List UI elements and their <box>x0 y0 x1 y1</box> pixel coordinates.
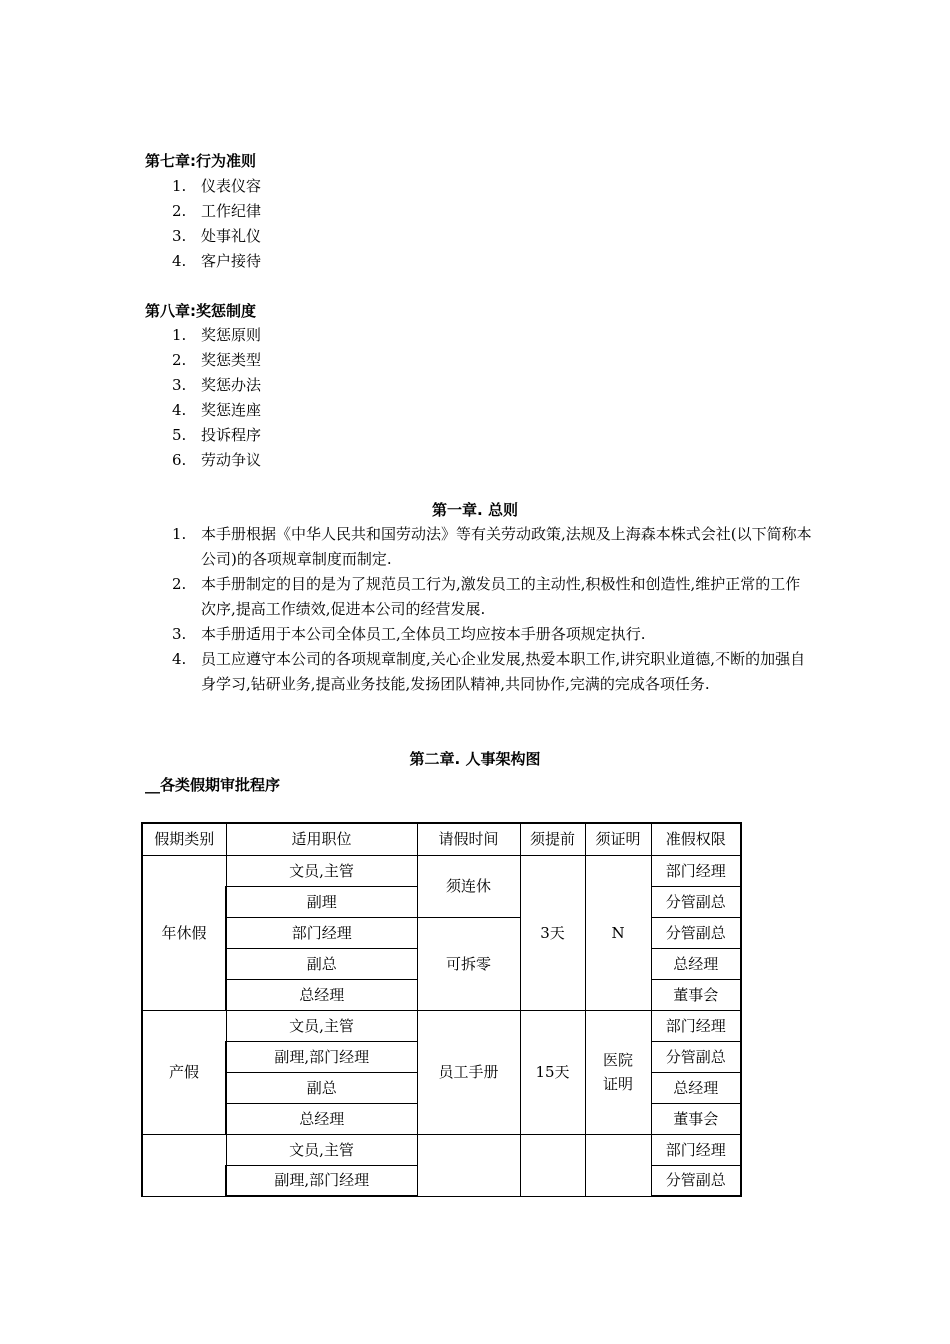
time-cell: 可拆零 <box>417 917 520 1010</box>
table-row <box>142 1010 741 1041</box>
list-item: 1. 仪表仪容 <box>172 177 262 195</box>
header-cell: 须提前 <box>520 823 585 855</box>
category-cell: 产假 <box>142 1010 226 1134</box>
proof-cell: N <box>585 855 651 1010</box>
position-cell: 文员,主管 <box>226 1134 417 1165</box>
chapter1-list <box>172 522 812 697</box>
proof-line: 证明 <box>602 1075 633 1093</box>
position-cell: 文员,主管 <box>226 855 417 886</box>
list-item: 4. 客户接待 <box>172 252 262 270</box>
leave-approval-table <box>141 822 742 1197</box>
header-cell: 准假权限 <box>651 823 741 855</box>
proof-cell <box>585 1010 651 1134</box>
list-item: 3. 处事礼仪 <box>172 227 262 245</box>
advance-cell: 15天 <box>520 1010 585 1134</box>
table-row <box>142 1134 741 1165</box>
category-cell: 年休假 <box>142 855 226 1010</box>
time-cell: 须连休 <box>417 855 520 917</box>
position-cell: 副理 <box>226 886 417 917</box>
position-cell: 部门经理 <box>226 917 417 948</box>
chapter8-title: 第八章:奖惩制度 <box>145 302 256 320</box>
position-cell: 副总 <box>226 948 417 979</box>
position-cell: 总经理 <box>226 979 417 1010</box>
proof-line: 医院 <box>602 1051 633 1069</box>
position-cell: 总经理 <box>226 1103 417 1134</box>
time-cell <box>417 1134 520 1196</box>
table-header-row <box>142 823 741 855</box>
header-cell: 请假时间 <box>417 823 520 855</box>
chapter8-list <box>172 323 261 473</box>
approver-cell: 部门经理 <box>651 1134 741 1165</box>
list-item: 1. 本手册根据《中华人民共和国劳动法》等有关劳动政策,法规及上海森本株式会社(以下简称本公司)的各项规章制度而制定. <box>172 525 812 568</box>
list-item: 4. 员工应遵守本公司的各项规章制度,关心企业发展,热爱本职工作,讲究职业道德,不断的加强自身学习,钻研业务,提高业务技能,发扬团队精神,共同协作,完满的完成各项任务. <box>172 650 806 693</box>
approver-cell: 部门经理 <box>651 1010 741 1041</box>
list-item: 2. 本手册制定的目的是为了规范员工行为,激发员工的主动性,积极性和创造性,维护正常的工作次序,提高工作绩效,促进本公司的经营发展. <box>172 575 801 618</box>
list-item: 2. 奖惩类型 <box>172 351 262 369</box>
advance-cell <box>520 1134 585 1196</box>
list-item: 3. 本手册适用于本公司全体员工,全体员工均应按本手册各项规定执行. <box>172 625 646 643</box>
chapter7-list <box>172 174 261 274</box>
approver-cell: 分管副总 <box>651 917 741 948</box>
chapter2-title: 第二章. 人事架构图 <box>409 750 541 768</box>
list-item: 4. 奖惩连座 <box>172 401 262 419</box>
header-cell: 须证明 <box>585 823 651 855</box>
time-cell: 员工手册 <box>417 1010 520 1134</box>
leave-approval-subtitle: __各类假期审批程序 <box>145 776 281 794</box>
table-row <box>142 855 741 886</box>
list-item: 3. 奖惩办法 <box>172 376 262 394</box>
list-item: 6. 劳动争议 <box>172 451 262 469</box>
list-item: 1. 奖惩原则 <box>172 326 262 344</box>
approver-cell: 董事会 <box>651 1103 741 1134</box>
approver-cell: 总经理 <box>651 948 741 979</box>
position-cell: 副总 <box>226 1072 417 1103</box>
proof-cell <box>585 1134 651 1196</box>
header-cell: 假期类别 <box>142 823 226 855</box>
header-cell: 适用职位 <box>226 823 417 855</box>
advance-cell: 3天 <box>520 855 585 1010</box>
category-cell <box>142 1134 226 1196</box>
approver-cell: 分管副总 <box>651 886 741 917</box>
approver-cell: 董事会 <box>651 979 741 1010</box>
chapter7-title: 第七章:行为准则 <box>145 152 256 170</box>
position-cell: 文员,主管 <box>226 1010 417 1041</box>
table-row <box>142 917 741 948</box>
chapter1-title: 第一章. 总则 <box>432 501 518 519</box>
approver-cell: 分管副总 <box>651 1041 741 1072</box>
approver-cell: 分管副总 <box>651 1165 741 1196</box>
approver-cell: 部门经理 <box>651 855 741 886</box>
list-item: 2. 工作纪律 <box>172 202 262 220</box>
list-item: 5. 投诉程序 <box>172 426 262 444</box>
position-cell: 副理,部门经理 <box>226 1041 417 1072</box>
approver-cell: 总经理 <box>651 1072 741 1103</box>
position-cell: 副理,部门经理 <box>226 1165 417 1196</box>
